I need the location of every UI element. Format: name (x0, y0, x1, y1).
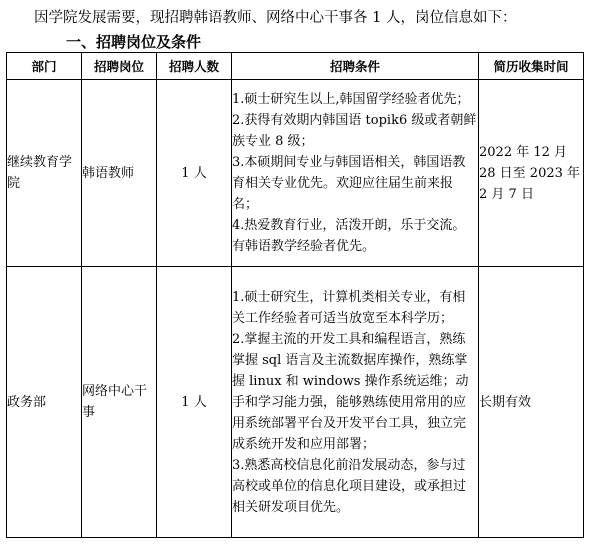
recruitment-table (6, 52, 584, 538)
table-row (7, 267, 584, 538)
table-row (7, 80, 584, 267)
requirement-item: 1.硕士研究生以上,韩国留学经验者优先； (232, 92, 470, 107)
count-cell: 1 人 (157, 80, 232, 267)
requirements-cell (232, 80, 479, 267)
requirement-item: 1.硕士研究生，计算机类相关专业，有相关工作经验者可适当放宽至本科学历； (232, 289, 466, 326)
header-requirements: 招聘条件 (232, 53, 479, 80)
header-dept: 部门 (7, 53, 82, 80)
header-count: 招聘人数 (157, 53, 232, 80)
requirement-item: 3.熟悉高校信息化前沿发展动态，参与过高校或单位的信息化项目建设，或承担过相关研发项目优先。 (232, 457, 467, 515)
intro-paragraph: 因学院发展需要，现招聘韩语教师、网络中心干事各 1 人，岗位信息如下： (34, 10, 517, 26)
dept-cell: 政务部 (7, 267, 82, 538)
count-cell: 1 人 (157, 267, 232, 538)
table-header-row (7, 53, 584, 80)
time-cell: 2022 年 12 月 28 日至 2023 年 2 月 7 日 (479, 80, 584, 267)
requirement-item: 2.获得有效期内韩国语 topik6 级或者朝鲜族专业 8 级； (232, 113, 477, 149)
header-position: 招聘岗位 (82, 53, 157, 80)
requirement-item: 3.本硕期间专业与韩国语相关，韩国语教育相关专业优先。欢迎应往届生前来报名； (232, 155, 466, 212)
position-cell: 韩语教师 (82, 80, 157, 267)
requirement-item: 2.掌握主流的开发工具和编程语言，熟练掌握 sql 语言及主流数据库操作，熟练掌握 linux 和 windows 操作系统运维；动手和学习能力强，能够熟练使用常用的应用系统部署平台及开发平台工具，独立完成系统开发和应用部署； (232, 331, 469, 452)
requirement-item: 4.热爱教育行业，活泼开朗，乐于交流。有韩语教学经验者优先。 (232, 218, 466, 254)
section-heading: 一、招聘岗位及条件 (66, 33, 202, 51)
time-cell: 长期有效 (479, 267, 584, 538)
requirements-cell (232, 267, 479, 538)
position-cell: 网络中心干事 (82, 267, 157, 538)
dept-cell: 继续教育学院 (7, 80, 82, 267)
header-time: 简历收集时间 (479, 53, 584, 80)
